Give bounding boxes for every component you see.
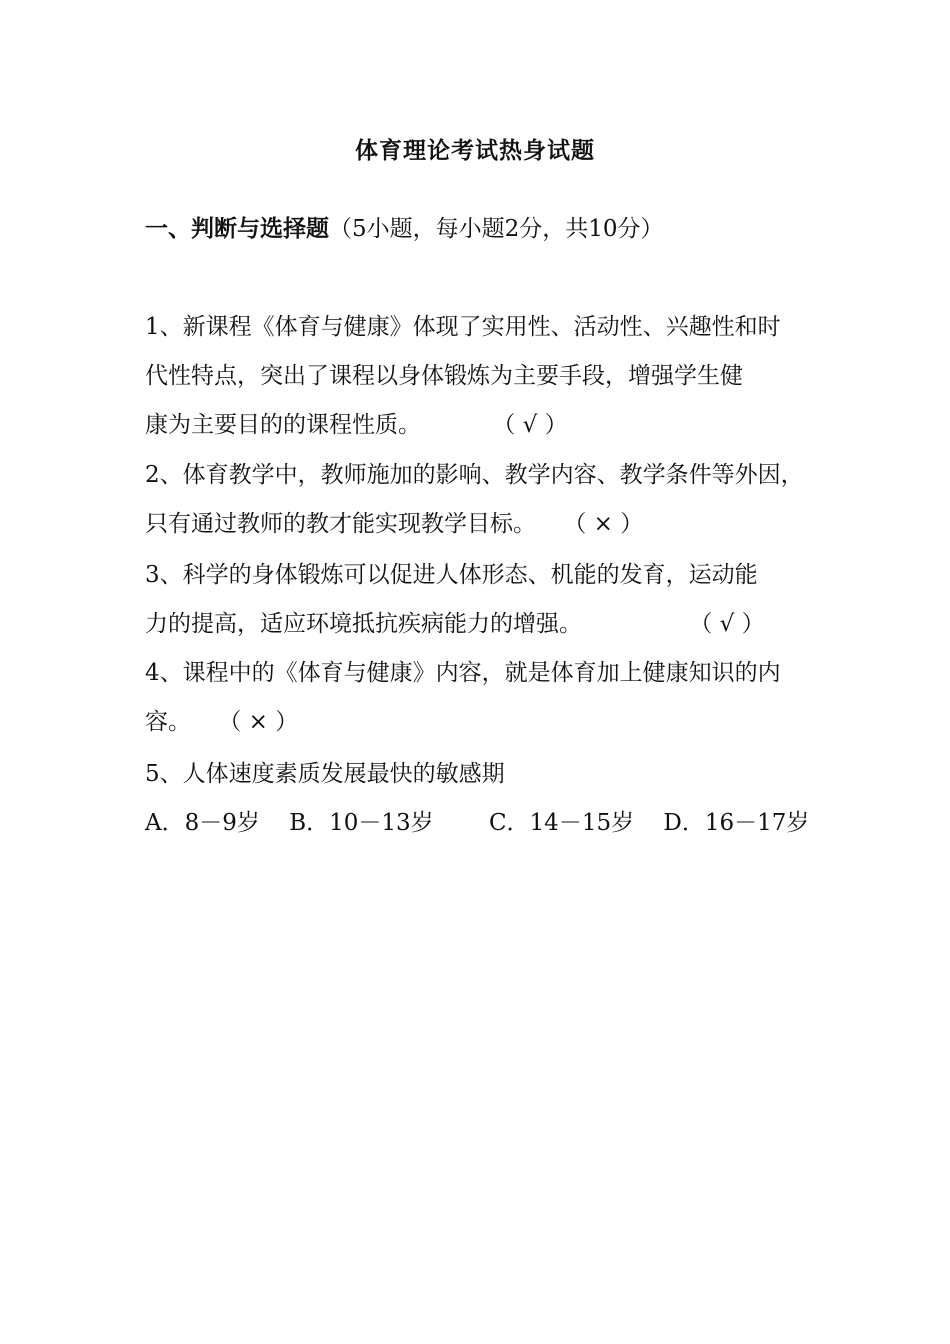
question-1-line-3-text: 康为主要目的的课程性质。 — [145, 412, 421, 438]
question-4-line-2 — [145, 707, 298, 737]
question-3-line-1: 3、科学的身体锻炼可以促进人体形态、机能的发育，运动能 — [145, 562, 758, 588]
section-heading-title: 一、判断与选择题 — [145, 215, 329, 242]
question-3-line-2-text: 力的提高，适应环境抵抗疾病能力的增强。 — [145, 611, 582, 637]
section-heading-note: （5小题，每小题2分，共10分） — [329, 216, 664, 242]
question-5-line-1: 5、人体速度素质发展最快的敏感期 — [145, 761, 505, 787]
question-4-answer: （ × ） — [218, 709, 299, 735]
question-2-line-1: 2、体育教学中，教师施加的影响、教学内容、教学条件等外因， — [145, 462, 804, 488]
question-5-options — [145, 808, 809, 838]
question-5-option-d: D．16－17岁 — [663, 810, 810, 836]
question-3-answer: （ √ ） — [689, 611, 765, 637]
question-2-line-2-text: 只有通过教师的教才能实现教学目标。 — [145, 511, 536, 537]
question-4-line-1: 4、课程中的《体育与健康》内容，就是体育加上健康知识的内 — [145, 660, 781, 686]
question-5-option-b: B．10－13岁 — [289, 810, 434, 836]
question-5-option-c: C．14－15岁 — [488, 810, 635, 836]
question-1-line-3 — [145, 410, 568, 440]
question-5-option-a: A．8－9岁 — [145, 810, 260, 836]
question-2-answer: （ × ） — [563, 511, 644, 537]
question-3-line-2 — [145, 609, 765, 639]
question-1-answer: （ √ ） — [492, 412, 568, 438]
question-2-line-2 — [145, 509, 643, 539]
question-1-line-2: 代性特点，突出了课程以身体锻炼为主要手段，增强学生健 — [145, 363, 743, 389]
question-1-line-1: 1、新课程《体育与健康》体现了实用性、活动性、兴趣性和时 — [145, 314, 781, 340]
section-heading — [145, 210, 664, 243]
document-title: 体育理论考试热身试题 — [355, 137, 595, 164]
question-4-line-2-text: 容。 — [145, 709, 191, 735]
